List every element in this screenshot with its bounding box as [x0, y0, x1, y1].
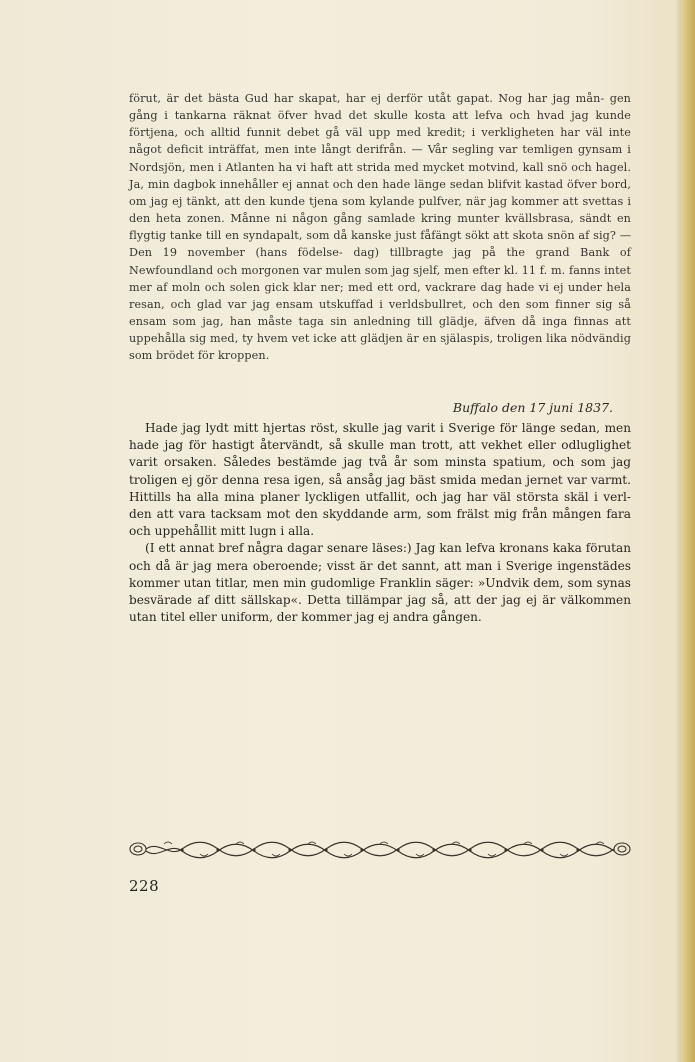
letter-dateline: Buffalo den 17 juni 1837. [452, 400, 613, 415]
letter-paragraph-1: förut, är det bästa Gud har skapat, har ej derför utåt gapat. Nog har jag mån- gen gång i tankarna räknat öfver hvad det skulle kosta att lefva och hvad jag kunde förtjena, och alltid funnit debet gå väl upp med kredit; i verkligheten har väl inte något deficit inträffat, men inte långt derifrån. — Vår segling var temligen gynsam i Nordsjön, men i Atlanten ha vi haft att strida med mycket motvind, kall snö och hagel. Ja, min dagbok innehåller ej annat och den hade länge sedan blifvit kastad öfver bord, om jag ej tänkt, att den kunde tjena som kylande pulfver, när jag kommer att svettas i den heta zonen. Månne ni någon gång samlade kring munter kvällsbrasa, sändt en flygtig tanke till en syndapalt, som då kanske just fåfängt sökt att skota snön af sig? — Den 19 november (hans födelse- dag) tillbragte jag på the grand Bank of Newfoundland och morgonen var mulen som jag sjelf, men efter kl. 11 f. m. fanns intet mer af moln och solen gick klar ner; med ett ord, vackrare dag hade vi ej under hela resan, och glad var jag ensam utskuffad i verldsbullret, och den som finner sig så ensam som jag, han måste taga sin anledning till glädje, äfven då inga finnas att uppehålla sig med, ty hvem vet icke att glädjen är en själaspis, troligen lika nödvändig som brödet för kroppen. [129, 92, 631, 363]
letter-paragraph-3: (I ett annat bref några dagar senare läses:) Jag kan lefva kronans kaka förutan och då är jag mera oberoende; visst är det sannt, att man i Sverige ingenstädes kommer utan titlar, men min gudomlige Franklin säger: »Undvik dem, som synas besvärade af ditt sällskap«. Detta tillämpar jag så, att der jag ej är välkommen utan titel eller uniform, der kommer jag ej andra gången. [129, 541, 631, 625]
page-number: 228 [129, 877, 160, 895]
letter-paragraph-2: Hade jag lydt mitt hjertas röst, skulle jag varit i Sverige för länge sedan, men hade jag för hastigt återvändt, så skulle man trott, att vekhet eller odluglighet varit orsaken. Således bestämde jag två år som minsta spatium, och som jag troligen ej gör denna resa igen, så ansåg jag bäst smida medan jernet var varmt. Hittills ha alla mina planer lyckligen utfallit, och jag har väl största skäl i verl- den att vara tacksam mot den skyddande arm, som frälst mig från mången fara och uppehållit mitt lugn i alla. [129, 421, 631, 539]
letter-body [129, 420, 631, 626]
gilt-page-edge [681, 0, 695, 1062]
decorative-ornament-band [128, 838, 632, 860]
